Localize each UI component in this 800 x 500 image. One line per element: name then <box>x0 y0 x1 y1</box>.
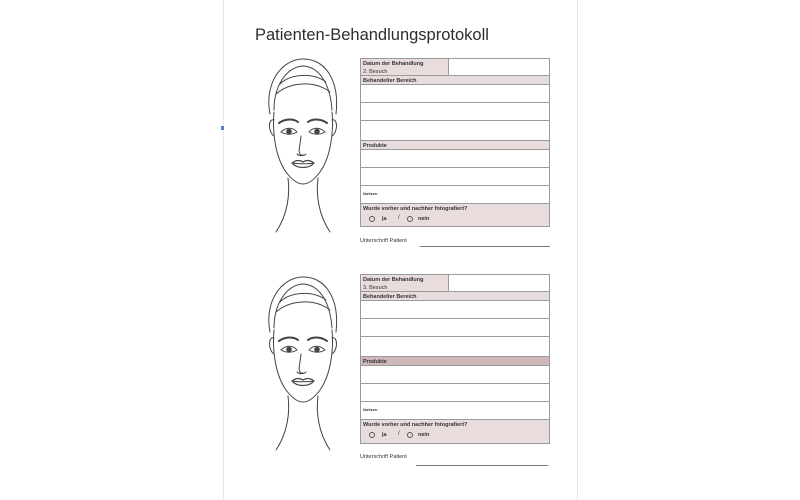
notes-label: Notizen <box>363 191 378 196</box>
products-entry-line[interactable] <box>360 168 550 186</box>
area-label: Behandelter Bereich <box>363 294 417 300</box>
option-no: nein <box>418 216 430 222</box>
area-header-row <box>360 292 550 301</box>
visit-label: 2. Besuch <box>363 69 388 75</box>
photo-question: Wurde vorher und nachher fotografiert? <box>363 206 468 212</box>
photo-question: Wurde vorher und nachher fotografiert? <box>363 422 468 428</box>
date-row <box>360 58 550 76</box>
page-title: Patienten-Behandlungsprotokoll <box>255 26 489 44</box>
photo-question-row <box>360 204 550 227</box>
signature-line[interactable] <box>416 465 548 466</box>
products-entry-line[interactable] <box>360 366 550 384</box>
products-entry-line[interactable] <box>360 384 550 402</box>
products-header-row <box>360 141 550 150</box>
face-outline-icon <box>246 272 356 452</box>
page-edge-marker <box>221 126 224 130</box>
option-no: nein <box>418 432 430 438</box>
radio-yes[interactable] <box>369 432 375 438</box>
products-header-row <box>360 357 550 366</box>
date-cell <box>361 275 449 291</box>
area-label: Behandelter Bereich <box>363 78 417 84</box>
notes-row[interactable] <box>360 402 550 420</box>
date-cell <box>361 59 449 75</box>
area-header-row <box>360 76 550 85</box>
radio-yes[interactable] <box>369 216 375 222</box>
area-entry-line[interactable] <box>360 85 550 103</box>
area-entry-line[interactable] <box>360 121 550 141</box>
area-entry-line[interactable] <box>360 319 550 337</box>
date-row <box>360 274 550 292</box>
signature-line[interactable] <box>420 246 550 247</box>
signature-label: Unterschrift Patient <box>360 454 407 460</box>
face-outline-icon <box>246 54 356 234</box>
radio-no[interactable] <box>407 432 413 438</box>
date-label: Datum der Behandlung <box>363 277 424 283</box>
option-separator: / <box>398 215 400 221</box>
option-yes: ja <box>382 432 387 438</box>
radio-no[interactable] <box>407 216 413 222</box>
signature-label: Unterschrift Patient <box>360 238 407 244</box>
area-entry-line[interactable] <box>360 103 550 121</box>
notes-row[interactable] <box>360 186 550 204</box>
option-separator: / <box>398 431 400 437</box>
products-label: Produkte <box>363 143 387 149</box>
notes-label: Notizen <box>363 407 378 412</box>
area-entry-line[interactable] <box>360 337 550 357</box>
photo-question-row <box>360 420 550 444</box>
products-entry-line[interactable] <box>360 150 550 168</box>
products-label: Produkte <box>363 359 387 365</box>
area-entry-line[interactable] <box>360 301 550 319</box>
visit-label: 3. Besuch <box>363 285 388 291</box>
date-label: Datum der Behandlung <box>363 61 424 67</box>
option-yes: ja <box>382 216 387 222</box>
